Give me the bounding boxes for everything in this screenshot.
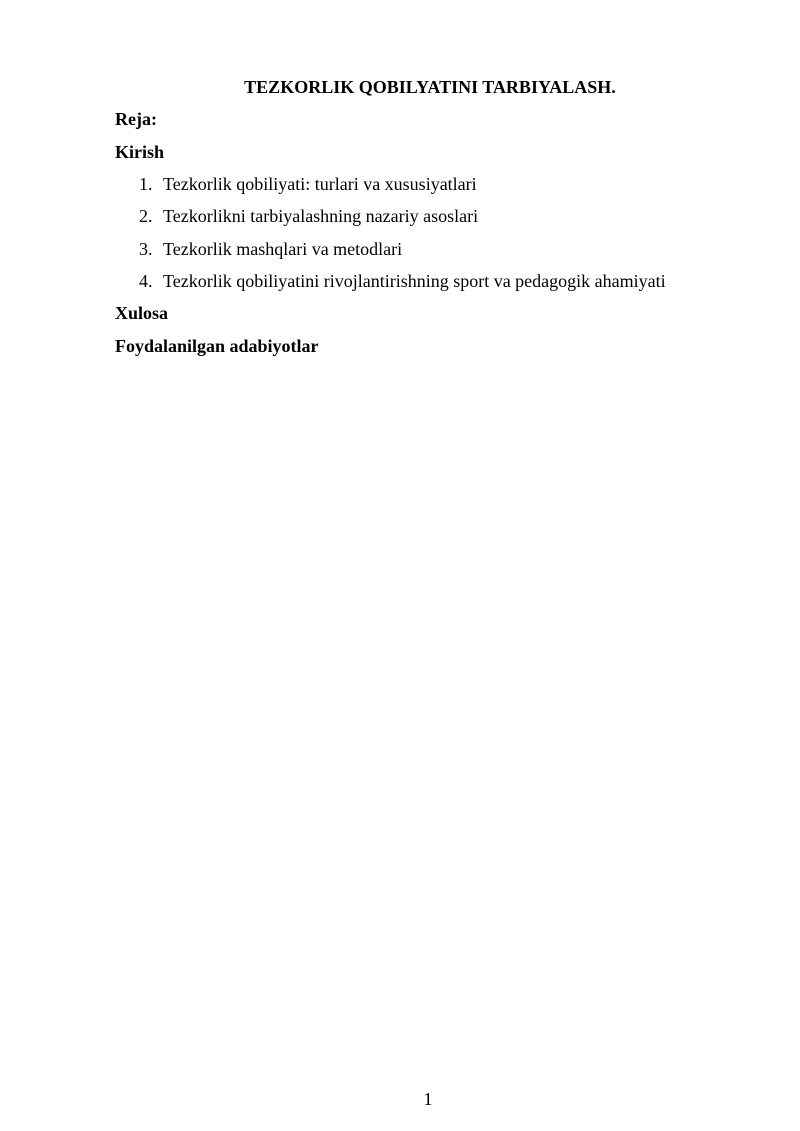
plan-list [139,171,666,300]
plan-list-item [139,203,666,235]
plan-list-item [139,268,666,300]
plan-item-text: Tezkorlikni tarbiyalashning nazariy asoslari [163,206,479,227]
plan-heading: Reja: [115,109,157,129]
plan-item-text: Tezkorlik mashqlari va metodlari [163,238,403,259]
plan-list-item [139,236,666,268]
page-title: TEZKORLIK QOBILYATINI TARBIYALASH. [244,77,616,97]
plan-item-number: 1. [139,174,153,194]
intro-heading: Kirish [115,142,165,162]
conclusion-heading: Xulosa [115,303,169,323]
plan-item-text: Tezkorlik qobiliyatini rivojlantirishning sport va pedagogik ahamiyati [163,270,666,291]
page-number: 1 [423,1089,433,1109]
plan-item-number: 3. [139,238,153,259]
plan-list-item [139,171,666,203]
references-heading: Foydalanilgan adabiyotlar [115,336,319,356]
plan-item-number: 4. [139,270,153,291]
plan-item-text: Tezkorlik qobiliyati: turlari va xususiyatlari [163,174,477,194]
plan-item-number: 2. [139,206,153,227]
